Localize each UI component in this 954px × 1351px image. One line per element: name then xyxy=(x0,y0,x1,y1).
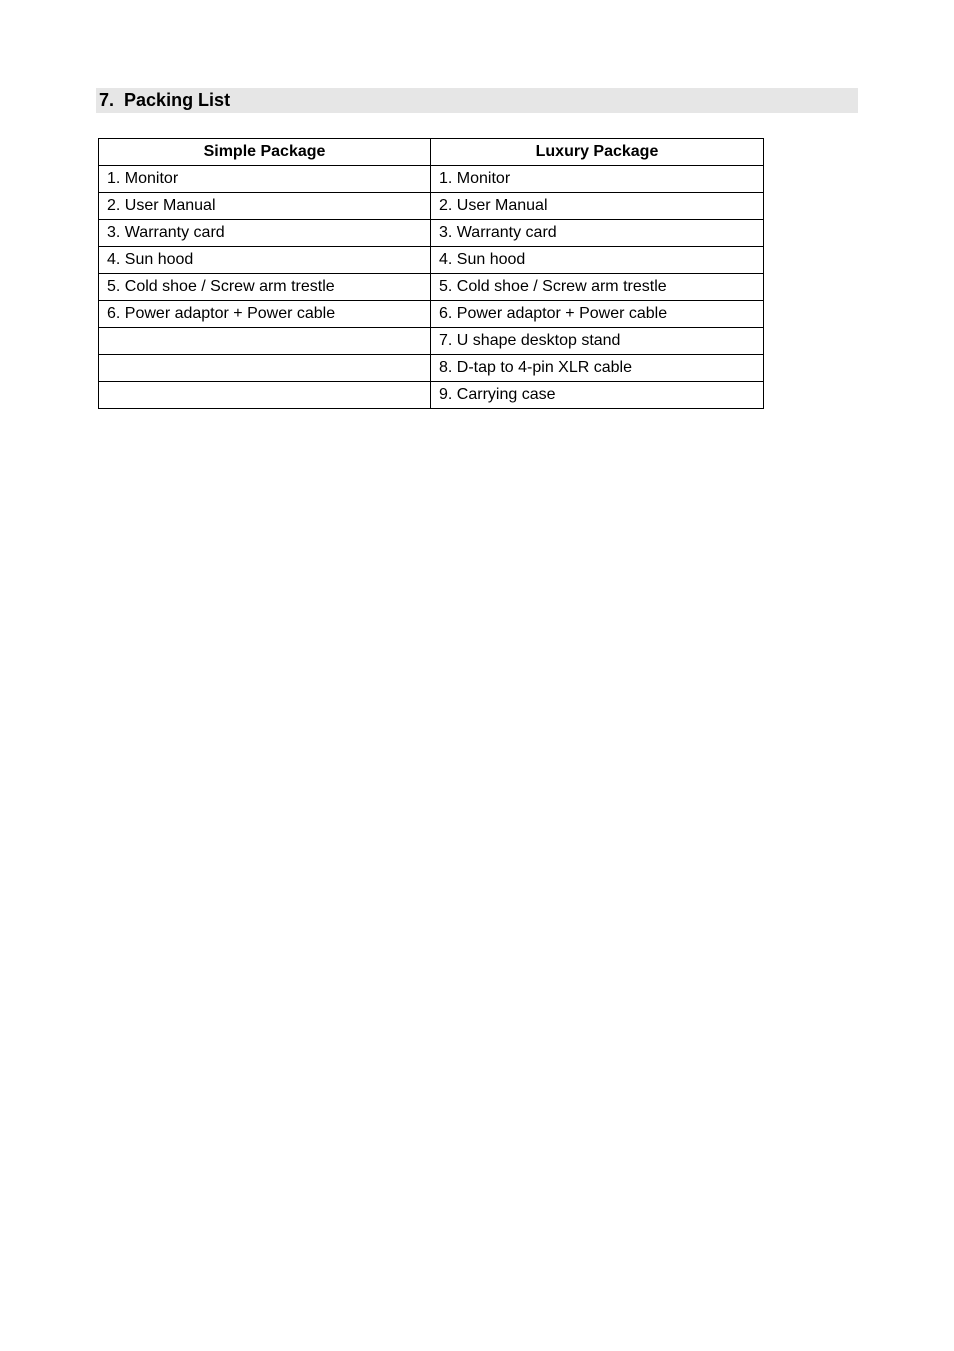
section-heading xyxy=(96,88,858,113)
column-header-luxury-package: Luxury Package xyxy=(431,139,764,166)
luxury-package-cell: 9. Carrying case xyxy=(431,382,764,409)
luxury-package-cell: 5. Cold shoe / Screw arm trestle xyxy=(431,274,764,301)
section-number: 7. xyxy=(99,90,115,110)
luxury-package-cell: 3. Warranty card xyxy=(431,220,764,247)
table-row xyxy=(99,220,764,247)
column-header-simple-package: Simple Package xyxy=(99,139,431,166)
luxury-package-cell: 7. U shape desktop stand xyxy=(431,328,764,355)
table-row xyxy=(99,301,764,328)
luxury-package-cell: 4. Sun hood xyxy=(431,247,764,274)
table-row xyxy=(99,193,764,220)
table-row xyxy=(99,166,764,193)
luxury-package-cell: 1. Monitor xyxy=(431,166,764,193)
luxury-package-cell: 6. Power adaptor + Power cable xyxy=(431,301,764,328)
simple-package-cell xyxy=(99,382,431,409)
simple-package-cell: 4. Sun hood xyxy=(99,247,431,274)
simple-package-cell: 3. Warranty card xyxy=(99,220,431,247)
simple-package-cell: 5. Cold shoe / Screw arm trestle xyxy=(99,274,431,301)
table-row xyxy=(99,328,764,355)
simple-package-cell: 6. Power adaptor + Power cable xyxy=(99,301,431,328)
table-header-row xyxy=(99,139,764,166)
table-row xyxy=(99,247,764,274)
simple-package-cell: 2. User Manual xyxy=(99,193,431,220)
section-title: Packing List xyxy=(124,90,231,110)
table-row xyxy=(99,382,764,409)
simple-package-cell xyxy=(99,328,431,355)
luxury-package-cell: 8. D-tap to 4-pin XLR cable xyxy=(431,355,764,382)
luxury-package-cell: 2. User Manual xyxy=(431,193,764,220)
simple-package-cell xyxy=(99,355,431,382)
simple-package-cell: 1. Monitor xyxy=(99,166,431,193)
packing-list-table xyxy=(98,138,764,409)
table-row xyxy=(99,355,764,382)
table-row xyxy=(99,274,764,301)
